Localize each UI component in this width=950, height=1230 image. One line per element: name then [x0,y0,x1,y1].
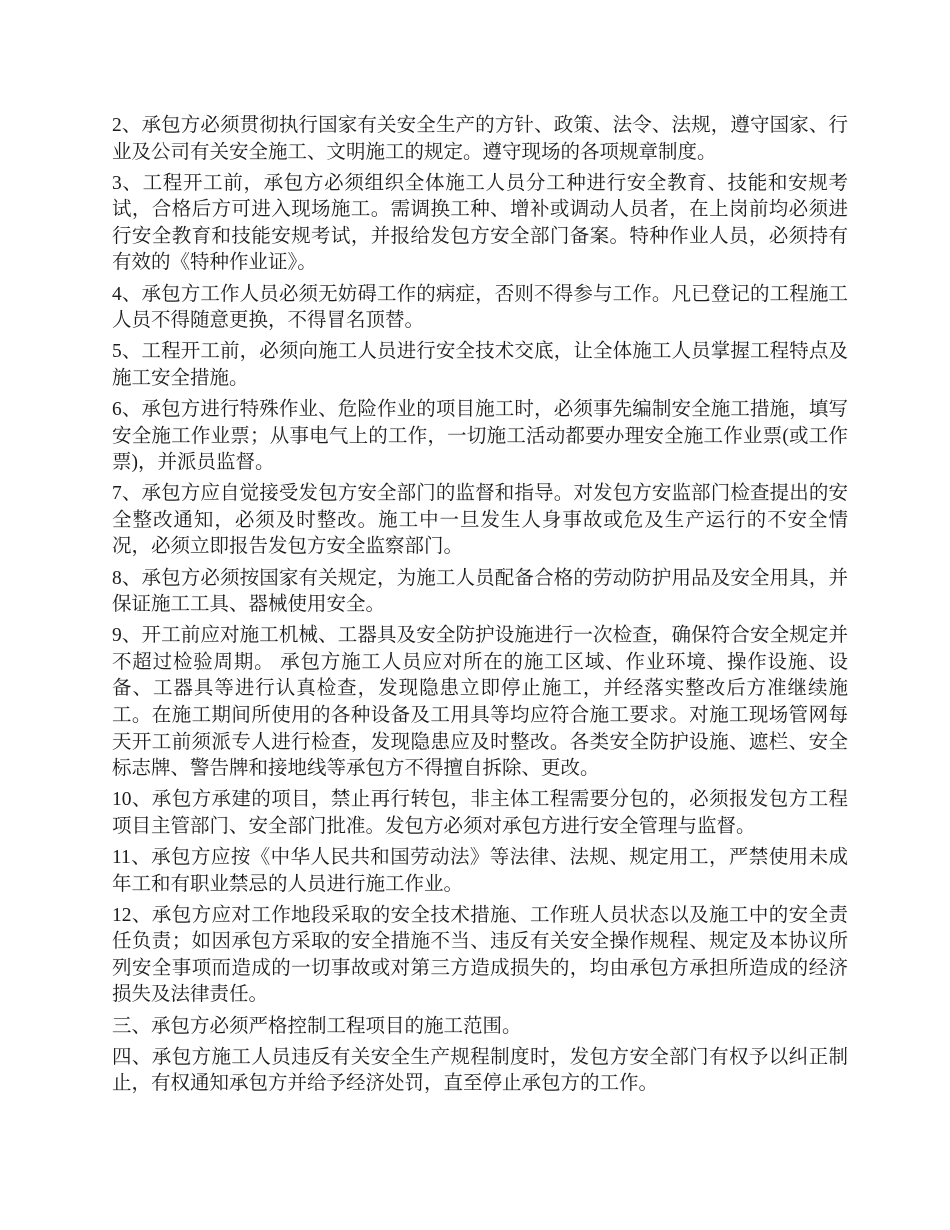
paragraph-item-3: 3、工程开工前，承包方必须组织全体施工人员分工种进行安全教育、技能和安规考试，合格后方可进入现场施工。需调换工种、增补或调动人员者，在上岗前均必须进行安全教育和技能安规考试，并报给发包方安全部门备案。特种作业人员，必须持有有效的《特种作业证》。 [112,172,848,274]
paragraph-item-4: 4、承包方工作人员必须无妨碍工作的病症，否则不得参与工作。凡已登记的工程施工人员不得随意更换，不得冒名顶替。 [112,283,848,332]
paragraph-item-6: 6、承包方进行特殊作业、危险作业的项目施工时，必须事先编制安全施工措施，填写安全施工作业票；从事电气上的工作，一切施工活动都要办理安全施工作业票(或工作票)，并派员监督。 [112,398,848,474]
paragraph-item-2: 2、承包方必须贯彻执行国家有关安全生产的方针、政策、法令、法规，遵守国家、行业及公司有关安全施工、文明施工的规定。遵守现场的各项规章制度。 [112,115,848,163]
paragraph-item-11: 11、承包方应按《中华人民共和国劳动法》等法律、法规、规定用工，严禁使用未成年工和有职业禁忌的人员进行施工作业。 [112,846,848,895]
paragraph-section-four: 四、承包方施工人员违反有关安全生产规程制度时，发包方安全部门有权予以纠正制止，有权通知承包方并给予经济处罚，直至停止承包方的工作。 [112,1046,848,1095]
document-page [112,113,848,1102]
paragraph-section-three: 三、承包方必须严格控制工程项目的施工范围。 [112,1015,522,1037]
paragraph-item-5: 5、工程开工前，必须向施工人员进行安全技术交底，让全体施工人员掌握工程特点及施工安全措施。 [112,341,848,389]
paragraph-item-10: 10、承包方承建的项目，禁止再行转包，非主体工程需要分包的，必须报发包方工程项目主管部门、安全部门批准。发包方必须对承包方进行安全管理与监督。 [112,789,848,837]
paragraph-item-7: 7、承包方应自觉接受发包方安全部门的监督和指导。对发包方安监部门检查提出的安全整改通知，必须及时整改。施工中一旦发生人身事故或危及生产运行的不安全情况，必须立即报告发包方安全监察部门。 [112,483,848,558]
paragraph-item-8: 8、承包方必须按国家有关规定，为施工人员配备合格的劳动防护用品及安全用具，并保证施工工具、器械使用安全。 [112,567,848,616]
paragraph-item-9: 9、开工前应对施工机械、工器具及安全防护设施进行一次检查，确保符合安全规定并不超过检验周期。 承包方施工人员应对所在的施工区域、作业环境、操作设施、设备、工器具等进行认真检查，发现隐患立即停止施工，并经落实整改后方准继续施工。在施工期间所使用的各种设备及工用具等均应符合施工要求。对施工现场管网每天开工前须派专人进行检查，发现隐患应及时整改。各类安全防护设施、遮栏、安全标志牌、警告牌和接地线等承包方不得擅自拆除、更改。 [112,625,848,780]
paragraph-item-12: 12、承包方应对工作地段采取的安全技术措施、工作班人员状态以及施工中的安全责任负责；如因承包方采取的安全措施不当、违反有关安全操作规程、规定及本协议所列安全事项而造成的一切事故或对第三方造成损失的，均由承包方承担所造成的经济损失及法律责任。 [112,904,848,1006]
